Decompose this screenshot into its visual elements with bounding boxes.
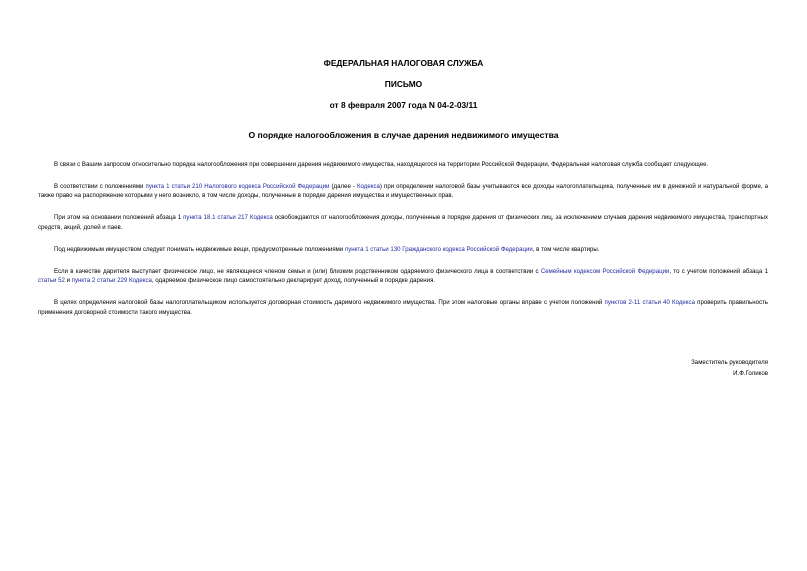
paragraph-1: В связи с Вашим запросом относительно порядка налогообложения при совершении дарения недвижимого имущества, находящегося на территории Российской Федерации, Федеральная налоговая служба сообщает следующее.	[54, 161, 709, 168]
agency-name: ФЕДЕРАЛЬНАЯ НАЛОГОВАЯ СЛУЖБА	[323, 58, 484, 68]
paragraph-2	[38, 182, 768, 201]
text: При этом на основании положений абзаца 1	[54, 214, 184, 222]
text: ) при определении налоговой базы учитываются все доходы налогоплательщика, полученные им в денежной и натуральной форме, а также право на распоряжение которыми у него возникло, в том числе доходы, полученные в порядке дарения имущества и имущественных прав.	[38, 183, 768, 200]
letter-body	[38, 160, 768, 330]
text: , одаряемое физическое лицо самостоятельно декларирует доход, полученный в порядке дарения.	[151, 277, 436, 285]
text: проверить правильность применения договорной стоимости такого имущества.	[38, 299, 768, 316]
document-type: ПИСЬМО	[384, 79, 423, 89]
text: Под недвижимым имуществом следует понимать недвижимые вещи, предусмотренные положениями	[54, 245, 345, 253]
link-kodeks[interactable]: Кодекса	[357, 183, 380, 190]
link-nk-art210-p1[interactable]: пункта 1 статьи 210 Налогового кодекса Российской Федерации	[145, 183, 330, 190]
link-kodeks[interactable]: Кодекса	[672, 299, 695, 307]
link-art52[interactable]: статьи 52	[38, 277, 65, 285]
text: (далее -	[329, 183, 357, 190]
paragraph-3	[38, 213, 768, 232]
link-gk-art130-p1[interactable]: пункта 1 статьи 130 Гражданского кодекса Российской Федерации	[344, 245, 533, 253]
text: В целях определения налоговой базы налогоплательщиком используется договорная стоимость даримого недвижимого имущества. При этом налоговые органы вправе с учетом положений	[54, 299, 605, 307]
text: В соответствии с положениями	[54, 183, 146, 190]
signer-name: И.Ф.Голиков	[733, 370, 768, 378]
text: , то с учетом положений абзаца 1	[669, 267, 768, 275]
link-art229-p2[interactable]: пункта 2 статьи 229	[71, 277, 128, 285]
text: освобождаются от налогообложения доходы, полученные в порядке дарения от физических лиц, за исключением случаев дарения недвижимого имущества, транспортных средств, акций, долей и паев.	[38, 214, 768, 231]
paragraph-4	[38, 245, 768, 254]
signer-position: Заместитель руководителя	[691, 359, 768, 366]
link-art40-p2-11[interactable]: пунктов 2-11 статьи 40	[604, 299, 670, 307]
paragraph-5	[38, 267, 768, 286]
link-kodeks[interactable]: Кодекса	[128, 277, 152, 285]
document-date-number: от 8 февраля 2007 года N 04-2-03/11	[329, 100, 478, 110]
link-family-code[interactable]: Семейным кодексом Российской Федерации	[540, 267, 670, 275]
link-kodeks[interactable]: Кодекса	[249, 214, 273, 222]
text: Если в качестве дарителя выступает физическое лицо, не являющееся членом семьи и (или) близким родственником одаряемого физического лица в соответствии с	[54, 267, 541, 275]
text: и	[64, 277, 72, 285]
signature-block	[691, 357, 768, 379]
text: , в том числе квартиры.	[532, 245, 600, 253]
document-subject: О порядке налогообложения в случае дарения недвижимого имущества	[248, 130, 559, 140]
link-art217-p18-1[interactable]: пункта 18.1 статьи 217	[183, 214, 248, 222]
paragraph-6	[38, 298, 768, 317]
